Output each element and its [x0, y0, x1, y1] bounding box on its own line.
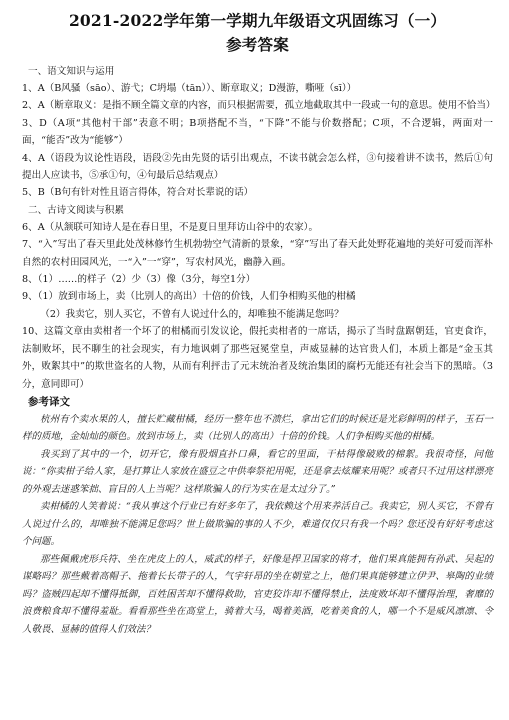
answer-item-2: 2、A（断章取义：是指不顾全篇文章的内容，而只根据需要，孤立地截取其中一段或一句的意思。使用不恰当）	[22, 100, 496, 112]
answer-item-4: 4、A（语段为议论性语段，语段②先由先贤的话引出观点，不读书就会怎么样，③句接着讲不读书，然后①句提出人应读书，⑤承①句，④句最后总结观点）	[22, 152, 493, 182]
translation-paragraph: 我买到了其中的一个，切开它，像有股烟直扑口鼻，看它的里面，干枯得像破败的棉絮。我很奇怪，问他说：“你卖柑子给人家，是打算让人家放在盛豆之中供奉祭祀用呢，还是拿去炫耀来用呢？或者只不过用这样漂亮的外观去迷惑笨拙、盲目的人上当呢？这样欺骗人的行为实在是太过分了。”	[22, 448, 493, 495]
answer-item-6: 6、A（从颔联可知诗人是在春日里，不是夏日里拜访山谷中的农家）。	[22, 221, 319, 233]
answer-item-8: 8、（1）……的样子（2）少（3）像（3分，每空1分）	[22, 274, 256, 286]
answer-item-9-1: 9、（1）放到市场上，卖（比别人的高出）十倍的价钱，人们争相购买他的柑橘	[22, 291, 356, 303]
translation-paragraph: 卖柑橘的人笑着说：“我从事这个行业已有好多年了，我依赖这个用来养活自己。我卖它，别人买它，不曾有人说过什么的，却唯独不能满足您吗？世上做欺骗的事的人不少，难道仅仅只有我一个吗？您还没有好好考虑这个问题。	[22, 501, 493, 548]
translation-paragraph: 杭州有个卖水果的人，擅长贮藏柑橘，经历一整年也不溃烂，拿出它们的时候还是光彩鲜明的样子，玉石一样的质地，金灿灿的颜色。放到市场上，卖（比别人的高出）十倍的价钱。人们争相购买他的柑橘。	[22, 413, 493, 443]
document-subtitle: 参考答案	[226, 35, 289, 54]
section-heading-classical-reading: 二、古诗文阅读与积累	[28, 204, 124, 216]
answer-item-1: 1、A（B风骚（sāo）、游弋；C坍塌（tān））、断章取义；D漫游，嘶哑（sī））	[22, 83, 357, 94]
section-heading-language-usage: 一、语文知识与运用	[28, 66, 115, 77]
translation-paragraph: 那些佩戴虎形兵符、坐在虎皮上的人，威武的样子，好像是捍卫国家的将才，他们果真能拥有孙武、吴起的谋略吗？那些戴着高帽子、拖着长长带子的人，气宇轩昂的坐在朝堂之上，他们果真能够建立伊尹、皋陶的业绩吗？盗贼四起却不懂得抵御，百姓困苦却不懂得救助，官吏狡诈却不懂得禁止，法度败坏却不懂得治理，奢靡的浪费粮食却不懂得羞耻。看看那些坐在高堂上，骑着大马，喝着美酒，吃着美食的人，哪一个不是威风凛凛、令人敬畏、显赫的值得人们效法？	[22, 553, 493, 635]
answer-item-7: 7、“入”写出了春天里此处茂林修竹生机勃勃空气清新的景象，“穿”写出了春天此处野花遍地的美好可爱而浑朴自然的农村田园风光，一“入”一“穿”，写农村风光，幽静入画。	[22, 239, 493, 268]
translation-heading: 参考译文	[28, 395, 70, 408]
answer-item-5: 5、B（B句有针对性且语言得体，符合对长辈说的话）	[22, 187, 254, 199]
document-title: 2021-2022学年第一学期九年级语文巩固练习（一）	[68, 11, 447, 30]
answer-item-9-2: （2）我卖它，别人买它，不曾有人说过什么的，却唯独不能满足您吗？	[40, 308, 344, 320]
answer-item-10: 10、这篇文章由卖柑者一个坏了的柑橘而引发议论，假托卖柑者的一席话，揭示了当时盘踞朝廷，官吏食诈，法制败坏，民不聊生的社会现实，有力地讽刺了那些冠冕堂皇，声威显赫的达官贵人们，本质上都是“金玉其外，败絮其中”的欺世盗名的人物，从而有利抨击了元末统治者及统治集团的腐朽无能还有社会当下的黑暗。（3分，意同即可）	[22, 326, 493, 390]
answer-item-3: 3、D（A项“其他村干部”表意不明；B项搭配不当，“下降”不能与价数搭配；C项，不合逻辑，两面对一面，“能否”改为“能够”）	[22, 117, 493, 147]
